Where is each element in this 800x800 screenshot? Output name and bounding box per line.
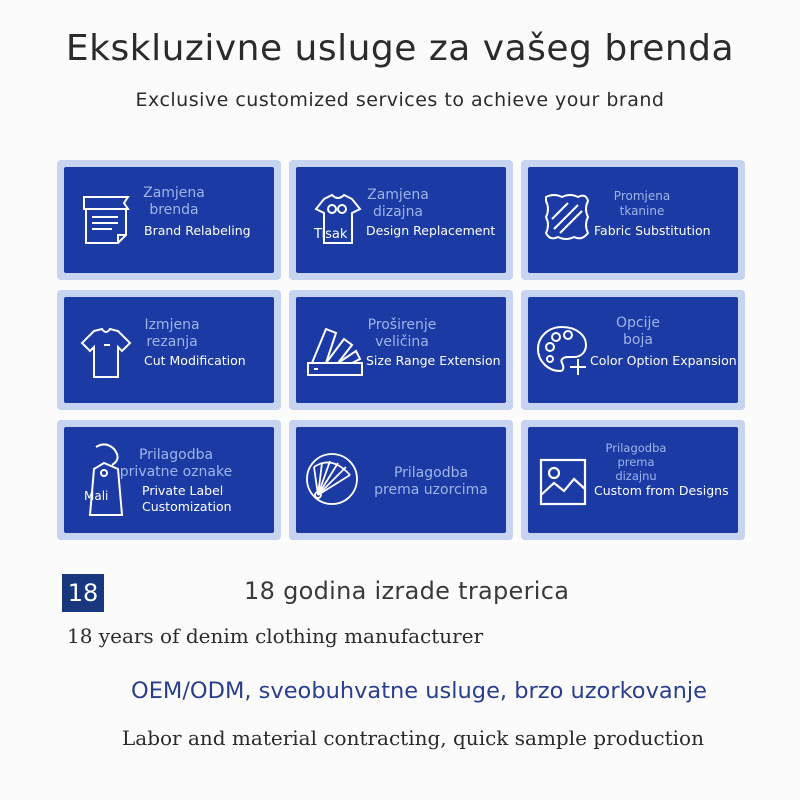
service-label-local: Izmjena rezanja [144,317,200,350]
fabric-swatch-icon [538,189,594,245]
labor-contracting-line: Labor and material contracting, quick sample production [122,726,704,750]
years-heading-english: 18 years of denim clothing manufacturer [67,624,484,648]
service-label-local: Proširenje veličina [367,317,437,350]
service-label-local: Prilagodba prema dizajnu [605,441,667,483]
service-label-english: Cut Modification [144,353,246,368]
years-heading-local: 18 godina izrade traperica [244,577,570,605]
service-card-custom-from-samples [289,420,513,540]
service-card-brand-relabeling [57,160,281,280]
service-label-local: Promjena tkanine [613,189,671,218]
service-card-color-option-expansion [521,290,745,410]
label-tag-icon [78,193,134,249]
t-shirt-icon [78,325,134,381]
icon-print-text: Tisak [314,227,348,242]
service-label-local: Opcije boja [616,315,660,348]
oem-odm-line: OEM/ODM, sveobuhvatne usluge, brzo uzorkovanje [131,678,708,704]
image-icon [538,457,588,507]
service-label-english: Design Replacement [366,223,496,238]
service-card-cut-modification [57,290,281,410]
service-label-english: Fabric Substitution [594,223,711,238]
service-label-local: Prilagodba privatne oznake [119,447,233,480]
service-label-english: Size Range Extension [366,353,501,368]
page-title: Ekskluzivne usluge za vašeg brenda [65,28,735,69]
years-badge: 18 [62,574,104,612]
service-label-english: Brand Relabeling [144,223,251,238]
service-label-local: Zamjena dizajna [367,187,429,220]
service-label-english: Color Option Expansion [590,353,737,368]
service-card-fabric-substitution [521,160,745,280]
page-subtitle: Exclusive customized services to achieve your brand [135,89,665,111]
fan-deck-icon [304,451,360,507]
icon-tag-text: Mali [84,489,109,503]
service-card-custom-from-designs [521,420,745,540]
service-card-design-replacement [289,160,513,280]
service-label-local: Zamjena brenda [143,185,205,218]
service-label-local: Prilagodba prema uzorcima [374,465,488,498]
service-label-english: Custom from Designs [594,483,729,498]
service-card-size-range-extension [289,290,513,410]
service-label-english: Private Label Customization [142,483,232,514]
services-grid [57,160,745,544]
color-palette-icon [534,321,590,377]
service-card-private-label-customization [57,420,281,540]
